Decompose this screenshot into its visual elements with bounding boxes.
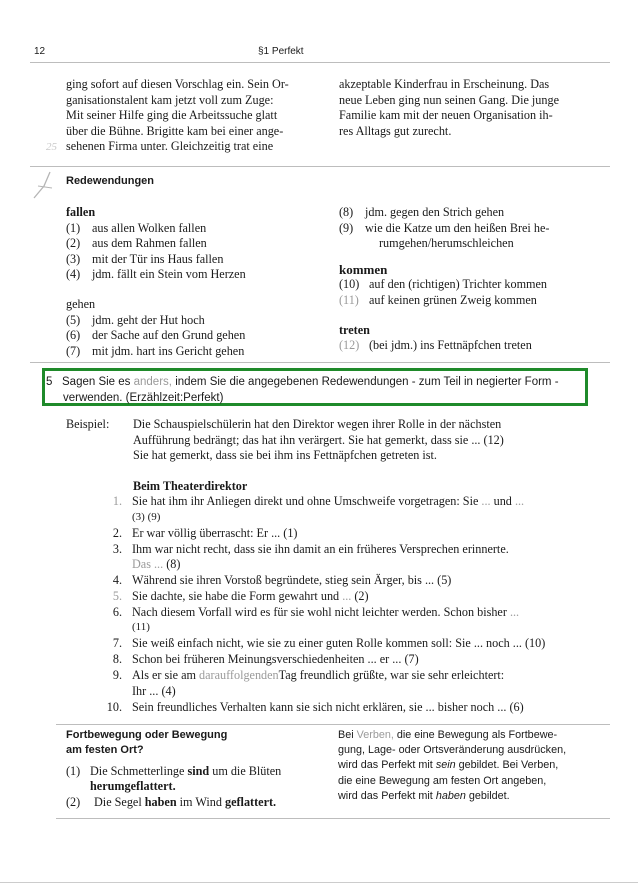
idiom-item: (10) auf den (richtigen) Trichter kommen [339, 277, 548, 292]
exercise-item-continuation: (11) [132, 621, 150, 633]
exercise-item-continuation: Das ... (8) [132, 557, 181, 571]
idiom-item: (5) jdm. geht der Hut hoch [66, 312, 205, 327]
exercise-number: 5. [112, 589, 122, 603]
idiom-item: (4) jdm. fällt ein Stein vom Herzen [66, 267, 246, 282]
section-rule [30, 166, 610, 167]
pencil-check-icon [30, 168, 58, 208]
fortbewegung-example-1: (1) Die Schmetterlinge sind um die Blüten [66, 764, 282, 778]
fallen-heading: fallen [66, 205, 96, 219]
intro-right-line: akzeptable Kinderfrau in Erscheinung. Das [339, 77, 550, 91]
exercise-number: 3. [112, 542, 122, 556]
idiom-item: (2) aus dem Rahmen fallen [66, 236, 207, 251]
idiom-item: (6) der Sache auf den Grund gehen [66, 328, 246, 343]
redewendungen-left [66, 205, 246, 359]
section-rule [56, 724, 610, 725]
intro-right-column [339, 77, 597, 139]
exercise-number: 10. [106, 700, 122, 714]
exercise-item-continuation: (3) (9) [132, 511, 161, 523]
exercise-item: Während sie ihren Vorstoß begründete, stieg sein Ärger, bis ... (5) [132, 573, 452, 587]
exercise-number: 2. [112, 526, 122, 540]
task-instruction [46, 374, 559, 390]
intro-right-line: res Alltags gut zurecht. [339, 123, 452, 138]
intro-left-line: ging sofort auf diesen Vorschlag ein. Sein Or- [66, 77, 289, 91]
idiom-item: rumgehen/herumschleichen [379, 236, 514, 251]
beispiel-line: Aufführung bedrängt; das hat ihn verärgert. Sie hat gemerkt, dass sie ... (12) [133, 432, 504, 447]
intro-left-line: Mit seiner Hilfe ging die Arbeitssuche glatt [66, 108, 278, 123]
beispiel-label: Beispiel: [66, 417, 110, 431]
intro-left-line: ganisationstalent kam jetzt voll zum Zuge: [66, 92, 274, 107]
idiom-item: (12) (bei jdm.) ins Fettnäpfchen treten [339, 338, 532, 353]
exercise-number: 1. [112, 494, 122, 508]
exercise-item: Er war völlig überrascht: Er ... (1) [132, 526, 298, 540]
exercise-number: 8. [112, 652, 122, 666]
intro-right-line: neue Leben ging nun seinen Gang. Die junge [339, 92, 559, 107]
kommen-heading: kommen [339, 261, 388, 277]
idiom-item: (11) auf keinen grünen Zweig kommen [339, 292, 537, 307]
idiom-item: (8) jdm. gegen den Strich gehen [339, 205, 505, 219]
redewendungen-title: Redewendungen [66, 175, 155, 187]
bottom-rule [56, 818, 610, 819]
gehen-heading: gehen [66, 296, 96, 311]
exercise-item: Sie weiß einfach nicht, wie sie zu einer guten Rolle kommen soll: Sie ... noch ... (10) [132, 636, 546, 650]
intro-right-line: Familie kam mit der neuen Organisation ih- [339, 108, 553, 123]
intro-left-column [66, 77, 322, 155]
idiom-item: (9) wie die Katze um den heißen Brei he- [339, 220, 550, 235]
rule-line: die eine Bewegung am festen Ort angeben, [338, 774, 547, 787]
exercise-title: Beim Theaterdirektor [133, 479, 248, 493]
intro-left-line: sehenen Firma unter. Gleichzeitig trat eine [66, 139, 274, 154]
bottom-edge-rule [0, 882, 638, 883]
fortbewegung-title-line: Fortbewegung oder Bewegung [66, 729, 228, 741]
exercise-item: Sein freundliches Verhalten kann sie sich nicht erklären, sie ... bisher noch ... (6) [132, 700, 524, 714]
rule-line: wird das Perfekt mit haben gebildet. [338, 789, 510, 802]
exercise-number: 4. [112, 573, 122, 587]
fortbewegung-title [66, 728, 227, 758]
section-rule [30, 362, 610, 363]
redewendungen-right [339, 205, 549, 354]
beispiel-line: Sie hat gemerkt, dass sie bei ihm ins Fettnäpfchen getreten ist. [133, 448, 437, 463]
exercise-item-continuation: Ihr ... (4) [132, 684, 176, 698]
task-text: indem Sie die angegebenen Redewendungen - zum Teil in negierter Form - [175, 376, 559, 388]
exercise-number: 9. [112, 668, 122, 682]
idiom-item: (7) mit jdm. hart ins Gericht gehen [66, 343, 245, 358]
task-instruction-line2: verwenden. (Erzählzeit:Perfekt) [63, 392, 224, 404]
beispiel-text [133, 417, 504, 464]
exercise-item: Schon bei früheren Meinungsverschiedenheiten ... er ... (7) [132, 652, 419, 666]
fortbewegung-example-1-cont: herumgeflattert. [90, 779, 176, 793]
fortbewegung-rule [338, 728, 566, 804]
exercise-item: Sie dachte, sie habe die Form gewahrt und ... (2) [132, 589, 369, 603]
fortbewegung-example-2: (2) Die Segel haben im Wind geflattert. [66, 795, 277, 809]
exercise-item: Ihm war nicht recht, dass sie ihn damit an ein früheres Versprechen erinnerte. [132, 542, 509, 556]
task-text: Sagen Sie es [62, 376, 131, 388]
rule-line: wird das Perfekt mit sein gebildet. Bei Verben, [338, 759, 559, 772]
task-number: 5 [46, 376, 53, 388]
idiom-item: (1) aus allen Wolken fallen [66, 220, 207, 235]
exercise-item: Nach diesem Vorfall wird es für sie wohl nicht leichter werden. Schon bisher ... [132, 605, 520, 619]
treten-heading: treten [339, 322, 370, 337]
rule-line: Bei Verben, die eine Bewegung als Fortbewe- [338, 729, 558, 741]
section-title: §1 Perfekt [258, 46, 304, 57]
exercise-number: 6. [112, 605, 122, 619]
page-number: 12 [34, 46, 46, 57]
exercise-number: 7. [112, 636, 122, 650]
exercise-item: Als er sie am darauffolgendenTag freundlich grüßte, war sie sehr erleichtert: [132, 668, 505, 682]
task-word-anders: anders, [133, 376, 172, 388]
exercise-item: Sie hat ihm ihr Anliegen direkt und ohne Umschweife vorgetragen: Sie ... und ... [132, 494, 525, 508]
intro-left-line: über die Bühne. Brigitte kam bei einer ange- [66, 123, 284, 138]
line-marker: 25 [46, 141, 57, 153]
header-rule [30, 62, 610, 63]
idiom-item: (3) mit der Tür ins Haus fallen [66, 251, 224, 266]
rule-line: gung, Lage- oder Ortsveränderung ausdrücken, [338, 744, 567, 757]
beispiel-line: Die Schauspielschülerin hat den Direktor wegen ihrer Rolle in der nächsten [133, 417, 502, 431]
fortbewegung-title-line: am festen Ort? [66, 744, 144, 756]
